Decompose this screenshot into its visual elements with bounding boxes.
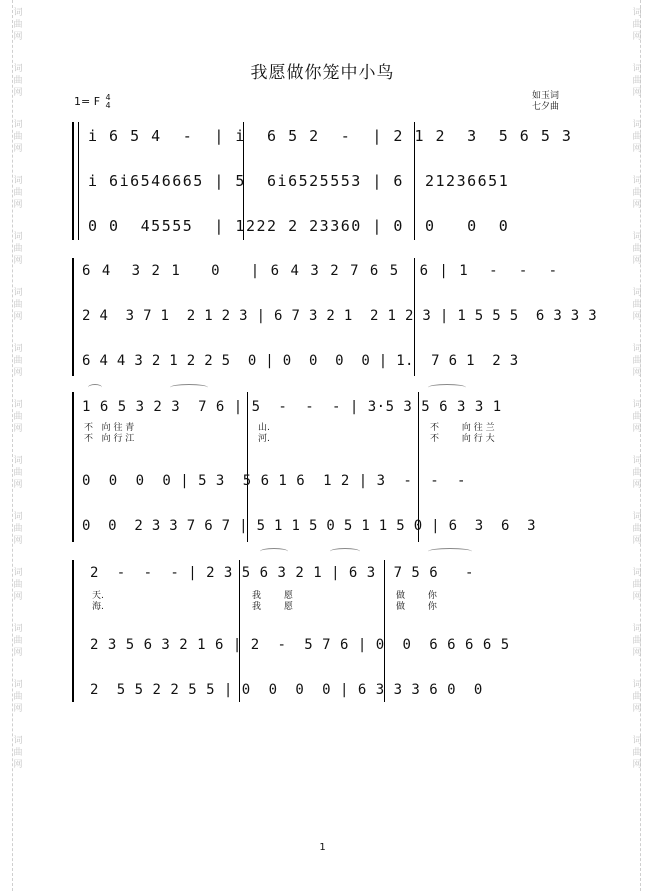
watermark-char: 曲 [632, 20, 642, 30]
watermark-char: 网 [632, 648, 642, 658]
watermark-char: 曲 [13, 244, 23, 254]
watermark-char: 曲 [13, 188, 23, 198]
slur [428, 384, 466, 391]
watermark-char: 曲 [13, 76, 23, 86]
lyric: 天. [92, 591, 104, 601]
watermark-char: 网 [632, 704, 642, 714]
watermark-char: 词 [632, 624, 642, 634]
system-4-row-3: 2 5 5 2 2 5 5 | 0 0 0 0 | 6 3 3 3 6 0 0 [90, 682, 483, 698]
lyricist: 如玉词 [532, 91, 560, 101]
system-4-row-2: 2 3 5 6 3 2 1 6 | 2 - 5 7 6 | 0 0 6 6 6 6 5 [90, 637, 510, 653]
time-signature [106, 94, 111, 110]
watermark-char: 网 [632, 312, 642, 322]
lyric: 做 你 [396, 591, 437, 601]
system-3-row-3: 0 0 2 3 3 7 6 7 | 5 1 1 5 0 5 1 1 5 0 | 6 3 6 3 [82, 518, 536, 534]
watermark-char: 网 [632, 32, 642, 42]
watermark-char: 网 [13, 32, 23, 42]
lyric: 我 愿 [252, 591, 293, 601]
watermark-char: 词 [13, 736, 23, 746]
system-1-row-2: i 6i6546665 | 5 6i6525553 | 6 21236651 [88, 172, 510, 190]
watermark-char: 网 [13, 424, 23, 434]
barline [384, 560, 385, 702]
watermark-char: 曲 [632, 692, 642, 702]
watermark-char: 曲 [632, 524, 642, 534]
system-1-row-3: 0 0 45555 | 1222 2 23360 | 0 0 0 0 [88, 217, 510, 235]
song-title: 我愿做你笼中小鸟 [250, 63, 395, 83]
watermark-char: 词 [13, 64, 23, 74]
watermark-char: 词 [13, 232, 23, 242]
watermark-left [12, 0, 27, 891]
watermark-char: 曲 [13, 580, 23, 590]
watermark-char: 曲 [632, 300, 642, 310]
watermark-char: 曲 [13, 468, 23, 478]
watermark-char: 词 [13, 120, 23, 130]
watermark-char: 曲 [13, 524, 23, 534]
watermark-char: 曲 [632, 132, 642, 142]
system-2-row-1: 6 4 3 2 1 0 | 6 4 3 2 7 6 5 6 | 1 - - - [82, 263, 559, 279]
slur [428, 548, 472, 555]
watermark-char: 词 [13, 680, 23, 690]
watermark-char: 网 [13, 648, 23, 658]
lyric: 不 向 往 青 [84, 423, 135, 433]
watermark-char: 词 [13, 288, 23, 298]
watermark-char: 网 [13, 704, 23, 714]
watermark-char: 网 [632, 424, 642, 434]
system-2-bracket [72, 258, 74, 376]
watermark-char: 词 [632, 736, 642, 746]
slur [330, 548, 360, 555]
watermark-char: 词 [632, 120, 642, 130]
slur [260, 548, 288, 555]
watermark-char: 曲 [632, 76, 642, 86]
watermark-char: 网 [13, 536, 23, 546]
watermark-char: 曲 [13, 20, 23, 30]
watermark-char: 网 [632, 200, 642, 210]
lyric: 我 愿 [252, 602, 293, 612]
watermark-char: 网 [632, 88, 642, 98]
watermark-char: 词 [632, 680, 642, 690]
system-2-row-3: 6 4 4 3 2 1 2 2 5 0 | 0 0 0 0 | 1. 7 6 1 2 3 [82, 353, 519, 369]
watermark-char: 词 [13, 624, 23, 634]
watermark-char: 网 [632, 760, 642, 770]
lyric: 做 你 [396, 602, 437, 612]
watermark-char: 词 [13, 512, 23, 522]
watermark-char: 词 [13, 344, 23, 354]
watermark-char: 词 [632, 176, 642, 186]
watermark-right [626, 0, 641, 891]
watermark-char: 曲 [632, 188, 642, 198]
slur [88, 384, 102, 391]
lyric: 海. [92, 602, 104, 612]
watermark-char: 网 [632, 256, 642, 266]
watermark-char: 网 [632, 592, 642, 602]
watermark-char: 网 [13, 368, 23, 378]
watermark-char: 词 [13, 568, 23, 578]
watermark-char: 曲 [13, 300, 23, 310]
watermark-char: 词 [632, 64, 642, 74]
watermark-char: 网 [13, 256, 23, 266]
key-label: 1= F [74, 95, 101, 108]
watermark-char: 曲 [632, 356, 642, 366]
watermark-char: 词 [632, 400, 642, 410]
watermark-char: 网 [13, 312, 23, 322]
watermark-char: 网 [632, 144, 642, 154]
lyric: 不 向 行 大 [430, 434, 495, 444]
watermark-char: 曲 [632, 412, 642, 422]
system-3-row-2: 0 0 0 0 | 5 3 5 6 1 6 1 2 | 3 - - - [82, 473, 466, 489]
barline [239, 560, 240, 702]
watermark-char: 词 [632, 568, 642, 578]
watermark-char: 曲 [13, 748, 23, 758]
lyric: 不 向 行 江 [84, 434, 135, 444]
watermark-char: 词 [632, 512, 642, 522]
watermark-char: 曲 [13, 636, 23, 646]
watermark-char: 曲 [13, 692, 23, 702]
watermark-char: 网 [632, 368, 642, 378]
system-1-row-1: i 6 5 4 - | i 6 5 2 - | 2 1 2 3 5 6 5 3 [88, 127, 573, 145]
lyric: 山. [258, 423, 270, 433]
watermark-char: 词 [632, 288, 642, 298]
system-1-bracket [72, 122, 74, 240]
watermark-char: 曲 [632, 468, 642, 478]
watermark-char: 网 [13, 592, 23, 602]
watermark-char: 词 [13, 400, 23, 410]
watermark-char: 曲 [632, 748, 642, 758]
key-signature [74, 94, 111, 110]
slur [170, 384, 208, 391]
watermark-char: 曲 [13, 132, 23, 142]
watermark-char: 网 [13, 480, 23, 490]
watermark-char: 词 [13, 456, 23, 466]
watermark-char: 网 [632, 480, 642, 490]
watermark-char: 词 [632, 8, 642, 18]
lyric: 不 向 往 兰 [430, 423, 495, 433]
watermark-char: 网 [13, 88, 23, 98]
page-number: 1 [319, 842, 326, 853]
system-1-inner-bracket [78, 122, 79, 240]
watermark-char: 词 [632, 232, 642, 242]
watermark-char: 曲 [632, 580, 642, 590]
watermark-char: 曲 [13, 356, 23, 366]
watermark-char: 曲 [632, 636, 642, 646]
time-bottom: 4 [105, 101, 111, 110]
composer: 七夕曲 [532, 102, 560, 112]
watermark-char: 网 [13, 200, 23, 210]
watermark-char: 网 [13, 144, 23, 154]
watermark-char: 网 [13, 760, 23, 770]
lyric: 河. [258, 434, 270, 444]
system-4-row-1: 2 - - - | 2 3 5 6 3 2 1 | 6 3 7 5 6 - [90, 565, 474, 581]
time-top: 4 [105, 93, 111, 102]
system-3-bracket [72, 392, 74, 542]
system-2-row-2: 2 4 3 7 1 2 1 2 3 | 6 7 3 2 1 2 1 2 3 | 1 5 5 5 6 3 3 3 [82, 308, 597, 324]
watermark-char: 词 [13, 8, 23, 18]
watermark-char: 曲 [13, 412, 23, 422]
watermark-char: 词 [632, 456, 642, 466]
watermark-char: 词 [632, 344, 642, 354]
watermark-char: 曲 [632, 244, 642, 254]
watermark-char: 词 [13, 176, 23, 186]
system-4-bracket [72, 560, 74, 702]
watermark-char: 网 [632, 536, 642, 546]
system-3-row-1: 1 6 5 3 2 3 7 6 | 5 - - - | 3·5 3 5 6 3 3 1 [82, 399, 502, 415]
